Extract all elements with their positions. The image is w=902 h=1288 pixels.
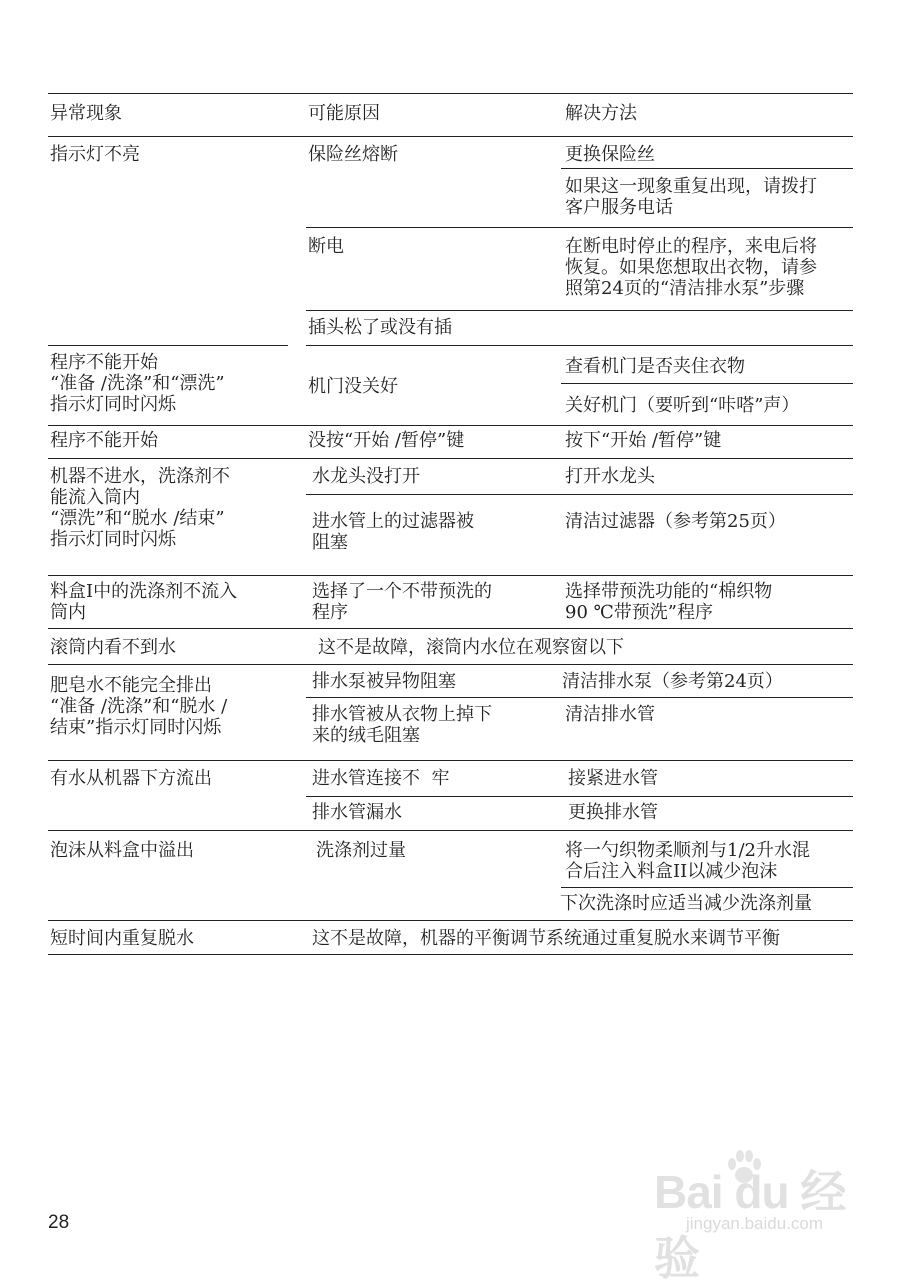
rule	[48, 93, 853, 94]
rule	[48, 345, 288, 346]
rule	[48, 830, 853, 831]
rule	[306, 796, 853, 797]
table-cell: 料盒I中的洗涤剂不流入 筒内	[50, 581, 238, 623]
table-cell: 查看机门是否夹住衣物	[565, 356, 745, 377]
table-cell: 清洁排水管	[565, 704, 655, 725]
table-cell: 插头松了或没有插	[308, 317, 452, 338]
table-cell: 断电	[308, 236, 344, 257]
table-cell: 机门没关好	[308, 376, 398, 397]
rule	[306, 697, 853, 698]
table-cell: 短时间内重复脱水	[50, 928, 194, 949]
rule	[48, 664, 853, 665]
table-cell: 更换保险丝	[565, 144, 655, 165]
rule	[306, 310, 853, 311]
table-cell: 如果这一现象重复出现，请拨打 客户服务电话	[565, 176, 817, 218]
table-cell: 程序不能开始	[50, 430, 158, 451]
table-cell: 排水管漏水	[312, 802, 402, 823]
rule	[306, 227, 853, 228]
header-symptom: 异常现象	[50, 103, 122, 124]
header-cause: 可能原因	[308, 103, 380, 124]
watermark-url: jingyan.baidu.com	[686, 1214, 824, 1233]
baidu-watermark	[654, 1150, 854, 1284]
rule	[306, 345, 853, 346]
rule	[561, 168, 853, 169]
table-cell: 指示灯不亮	[50, 144, 140, 165]
table-cell: 机器不进水，洗涤剂不 能流入筒内 “漂洗”和“脱水 /结束” 指示灯同时闪烁	[50, 466, 230, 550]
table-cell: 在断电时停止的程序，来电后将 恢复。如果您想取出衣物，请参 照第24页的“清洁排水泵”步骤	[565, 236, 817, 299]
header-solution: 解决方法	[565, 103, 637, 124]
table-cell: 排水管被从衣物上掉下 来的绒毛阻塞	[312, 704, 492, 746]
table-cell: 清洁排水泵（参考第24页）	[562, 671, 783, 692]
rule	[48, 136, 853, 137]
table-cell: 将一勺织物柔顺剂与1/2升水混 合后注入料盒II以减少泡沫	[565, 840, 810, 882]
table-cell: 程序不能开始 “准备 /洗涤”和“漂洗” 指示灯同时闪烁	[50, 352, 225, 415]
table-cell: 关好机门（要听到“咔嗒”声）	[565, 395, 800, 416]
page-number: 28	[48, 1212, 70, 1233]
rule	[561, 383, 853, 384]
table-cell: 进水管上的过滤器被 阻塞	[312, 511, 474, 553]
rule	[48, 575, 853, 576]
table-cell: 按下“开始 /暂停”键	[565, 430, 722, 451]
rule	[306, 494, 853, 495]
table-cell: 这不是故障，滚筒内水位在观察窗以下	[318, 637, 624, 658]
table-cell: 接紧进水管	[568, 768, 658, 789]
table-cell: 更换排水管	[568, 802, 658, 823]
table-cell: 洗涤剂过量	[316, 840, 406, 861]
table-cell: 进水管连接不 牢	[312, 768, 450, 789]
table-cell: 水龙头没打开	[312, 466, 420, 487]
rule	[48, 760, 853, 761]
table-cell: 清洁过滤器（参考第25页）	[565, 511, 786, 532]
rule	[48, 920, 853, 921]
table-cell: 选择带预洗功能的“棉织物 90 ℃带预洗”程序	[565, 581, 773, 623]
table-cell: 这不是故障，机器的平衡调节系统通过重复脱水来调节平衡	[312, 928, 780, 949]
table-cell: 保险丝熔断	[308, 144, 398, 165]
table-cell: 下次洗涤时应适当减少洗涤剂量	[560, 893, 812, 914]
table-cell: 打开水龙头	[565, 466, 655, 487]
table-cell: 肥皂水不能完全排出 “准备 /洗涤”和“脱水 / 结束”指示灯同时闪烁	[50, 675, 228, 738]
table-cell: 没按“开始 /暂停”键	[308, 430, 465, 451]
table-cell: 选择了一个不带预洗的 程序	[312, 581, 492, 623]
table-cell: 泡沫从料盒中溢出	[50, 840, 194, 861]
rule	[48, 458, 853, 459]
table-cell: 排水泵被异物阻塞	[312, 671, 456, 692]
watermark-logo: Bai du 经验	[654, 1166, 846, 1284]
rule	[48, 954, 853, 955]
rule	[48, 425, 853, 426]
rule	[561, 887, 853, 888]
table-cell: 有水从机器下方流出	[50, 768, 212, 789]
table-cell: 滚筒内看不到水	[50, 637, 176, 658]
rule	[48, 628, 853, 629]
